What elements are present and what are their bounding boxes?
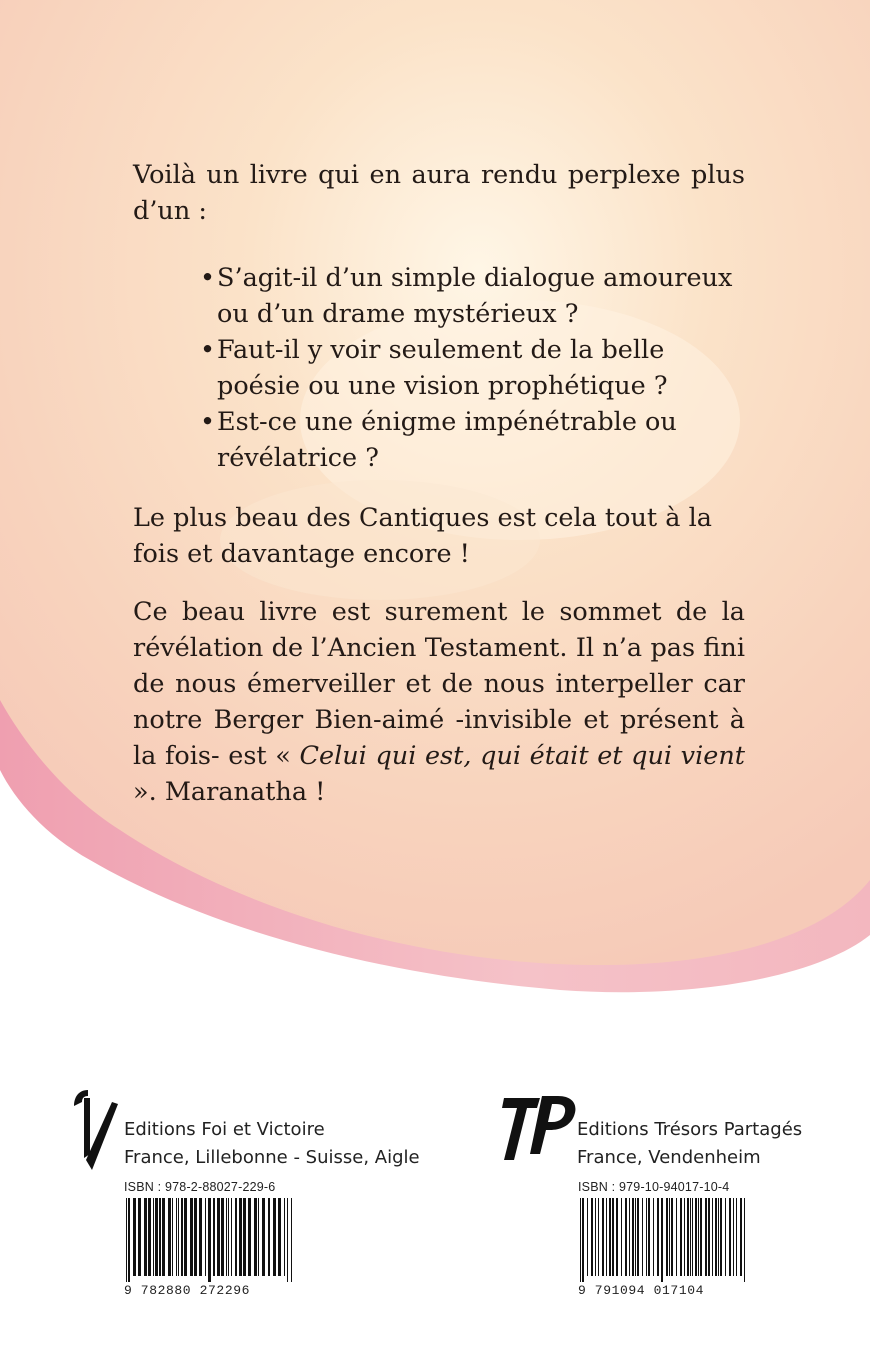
barcode-bar	[669, 1198, 670, 1276]
barcode-bar	[284, 1198, 285, 1276]
barcode-1	[124, 1198, 296, 1282]
bullet-icon: •	[200, 335, 216, 365]
barcode-bar	[671, 1198, 673, 1276]
barcode-bar	[729, 1198, 731, 1276]
barcode-bar	[138, 1198, 141, 1276]
list-item: • Faut-il y voir seulement de la belle poésie ou une vision prophétique ?	[200, 332, 745, 404]
barcode-bar	[725, 1198, 726, 1276]
barcode-bar	[629, 1198, 630, 1276]
barcode-bar	[155, 1198, 158, 1276]
barcode-bar	[228, 1198, 229, 1276]
barcode-bar	[718, 1198, 719, 1276]
publisher-1-location: France, Lillebonne - Suisse, Aigle	[124, 1147, 420, 1168]
barcode-bar	[273, 1198, 276, 1276]
barcode-bar	[190, 1198, 193, 1276]
barcode-bar	[287, 1198, 288, 1282]
barcode-bar	[648, 1198, 650, 1276]
barcode-bar	[153, 1198, 154, 1276]
barcode-bar	[239, 1198, 242, 1276]
barcode-bar	[700, 1198, 702, 1276]
paragraph-summary: Le plus beau des Cantiques est cela tout à la fois et davantage encore !	[133, 503, 712, 569]
barcode-bar	[148, 1198, 151, 1276]
barcode-bar	[666, 1198, 668, 1276]
barcode-bar	[258, 1198, 259, 1276]
barcode-bar	[692, 1198, 693, 1276]
barcode-bar	[690, 1198, 691, 1276]
question-list	[200, 260, 745, 476]
barcode-bar	[712, 1198, 713, 1276]
barcode-bar	[205, 1198, 206, 1276]
barcode-bar	[208, 1198, 211, 1282]
publisher-2-isbn: ISBN : 979-10-94017-10-4	[578, 1180, 730, 1194]
barcode-bar	[199, 1198, 202, 1276]
scripture-quote: Celui qui est, qui était et qui vient	[299, 741, 745, 771]
barcode-bar	[126, 1198, 127, 1282]
barcode-bar	[248, 1198, 251, 1276]
barcode-bar	[268, 1198, 270, 1276]
barcode-bar	[184, 1198, 187, 1276]
barcode-bar	[591, 1198, 593, 1276]
tp-logo	[500, 1092, 580, 1162]
publisher-1-isbn: ISBN : 978-2-88027-229-6	[124, 1180, 276, 1194]
barcode-bar	[695, 1198, 697, 1276]
barcode-1-number: 9 782880 272296	[124, 1283, 251, 1298]
barcode-bar	[162, 1198, 165, 1276]
barcode-bar	[582, 1198, 584, 1282]
barcode-bar	[178, 1198, 179, 1276]
barcode-bar	[616, 1198, 618, 1276]
barcode-bar	[744, 1198, 745, 1282]
barcode-bar	[657, 1198, 659, 1276]
barcode-bar	[632, 1198, 634, 1276]
barcode-bar	[684, 1198, 685, 1276]
barcode-bar	[661, 1198, 663, 1282]
publisher-2-info	[577, 1116, 802, 1172]
barcode-bar	[580, 1198, 581, 1282]
fv-logo	[72, 1088, 120, 1176]
barcode-bar	[262, 1198, 265, 1276]
barcode-bar	[625, 1198, 627, 1276]
barcode-bar	[194, 1198, 197, 1276]
barcode-bar	[172, 1198, 173, 1276]
barcode-bar	[587, 1198, 588, 1276]
barcode-bar	[698, 1198, 699, 1276]
barcode-bar	[736, 1198, 737, 1276]
barcode-bar	[213, 1198, 215, 1276]
barcode-bar	[598, 1198, 599, 1276]
barcode-bar	[653, 1198, 654, 1276]
barcode-bar	[235, 1198, 237, 1276]
barcode-bar	[635, 1198, 636, 1276]
barcode-bar	[621, 1198, 622, 1276]
bullet-icon: •	[200, 263, 216, 293]
publisher-1-name: Editions Foi et Victoire	[124, 1119, 325, 1140]
barcode-bar	[720, 1198, 722, 1276]
barcode-bar	[705, 1198, 707, 1276]
barcode-bar	[226, 1198, 227, 1276]
barcode-bar	[609, 1198, 611, 1276]
barcode-2	[578, 1198, 750, 1282]
barcode-bar	[687, 1198, 689, 1276]
barcode-bar	[291, 1198, 292, 1282]
bullet-icon: •	[200, 407, 216, 437]
publisher-2-location: France, Vendenheim	[577, 1147, 761, 1168]
barcode-bar	[602, 1198, 604, 1276]
barcode-bar	[254, 1198, 257, 1276]
barcode-bar	[144, 1198, 147, 1276]
barcode-bar	[637, 1198, 639, 1276]
barcode-bar	[715, 1198, 717, 1276]
barcode-bar	[217, 1198, 220, 1276]
barcode-bar	[733, 1198, 734, 1276]
list-item: • S’agit-il d’un simple dialogue amoureux ou d’un drame mystérieux ?	[200, 260, 745, 332]
publisher-2-name: Editions Trésors Partagés	[577, 1119, 803, 1140]
publisher-1-info	[124, 1116, 420, 1172]
barcode-bar	[595, 1198, 596, 1276]
barcode-bar	[133, 1198, 136, 1276]
barcode-bar	[181, 1198, 183, 1276]
barcode-bar	[231, 1198, 232, 1276]
barcode-bar	[740, 1198, 742, 1276]
intro-line-2: d’un :	[133, 196, 207, 226]
paragraph-revelation: Ce beau livre est surement le sommet de la révélation de l’Ancien Testament. Il n’a pas fini de nous émerveiller et de nous interpeller car notre Berger Bien-aimé -invisible et présent à la fois- est « Celui qui est, qui était et qui vient ». Maranatha !	[133, 597, 745, 807]
barcode-bar	[676, 1198, 677, 1276]
barcode-bar	[606, 1198, 607, 1276]
barcode-bar	[221, 1198, 224, 1276]
barcode-bar	[128, 1198, 130, 1282]
barcode-bar	[243, 1198, 246, 1276]
barcode-bar	[159, 1198, 161, 1276]
barcode-bar	[642, 1198, 643, 1276]
barcode-bar	[168, 1198, 171, 1276]
barcode-bar	[680, 1198, 682, 1276]
barcode-bar	[176, 1198, 177, 1276]
intro-line-1: Voilà un livre qui en aura rendu perplexe plus	[133, 160, 745, 190]
barcode-bar	[278, 1198, 281, 1276]
barcode-bar	[612, 1198, 614, 1276]
barcode-bar	[708, 1198, 710, 1276]
list-item: • Est-ce une énigme impénétrable ou révélatrice ?	[200, 404, 745, 476]
barcode-2-number: 9 791094 017104	[578, 1283, 705, 1298]
intro-paragraph	[133, 157, 745, 229]
barcode-bar	[646, 1198, 647, 1276]
